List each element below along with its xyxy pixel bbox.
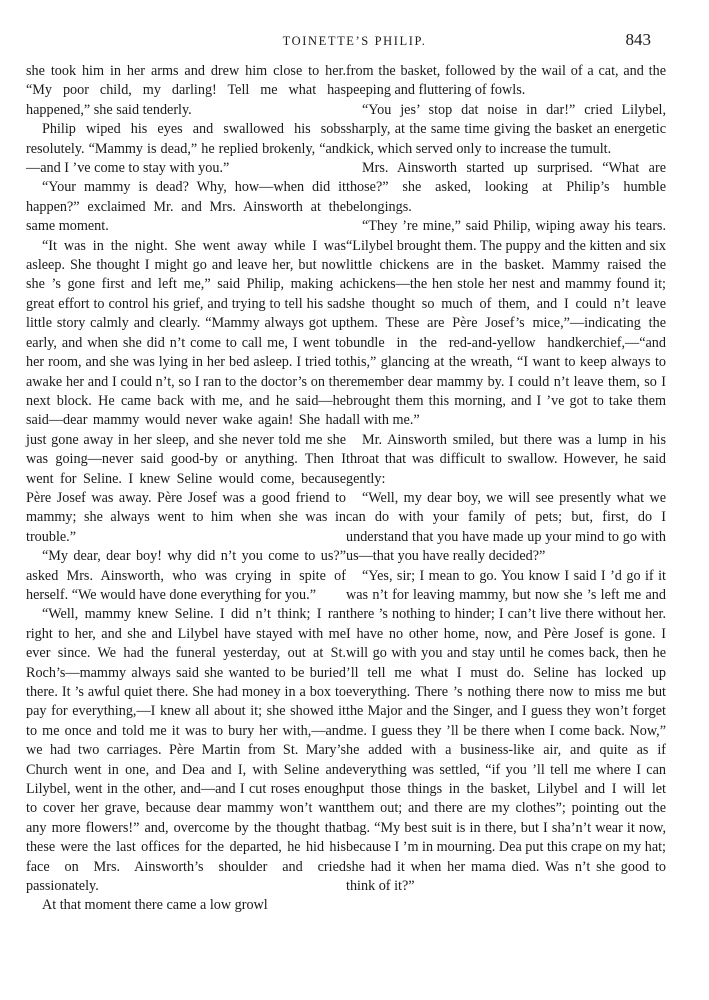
paragraph: Mrs. Ainsworth started up surprised. “What are those?” she asked, looking at Philip’s humble belongings. — [346, 160, 666, 215]
page-header — [0, 30, 709, 54]
paragraph: she took him in her arms and drew him close to her. “My poor child, my darling! Tell me what has happened,” she said tenderly. — [26, 63, 346, 118]
text-columns — [0, 62, 709, 962]
paragraph: “It was in the night. She went away while I was asleep. She thought I might go and leave her, but now she ’s gone first and left me,” said Philip, making a great effort to control his grief, and trying to tell his sad little story calmly and clearly. “Mammy always got up early, and when she did n’t come to call me, I went to her room, and she was lying in her bed asleep. I tried to awake her and I could n’t, so I ran to the doctor’s on the next block. He came back with me, and he said—he said—dear mammy would never wake again! She had just gone away in her sleep, and she never told me she was going—never said good-by or anything. Then I went for Seline. I knew Seline would come, because Père Josef was away. Père Josef was a good friend to mammy; she always went to him when she was in trouble.” — [26, 237, 346, 545]
paragraph: Mr. Ainsworth smiled, but there was a lump in his throat that was difficult to swallow. However, he said gently: — [346, 431, 666, 487]
paragraph: “Well, mammy knew Seline. I did n’t think; I ran right to her, and she and Lilybel have stayed with me ever since. We had the funeral yesterday, out at St. Roch’s—mammy always said she wanted to be buried there. It ’s awful quiet there. She had money in a box to pay for everything,—I knew all about it; she showed it to me once and told me it was to bury her with,—and we had two carriages. Père Martin from St. Mary’s Church went in one, and Dea and I, with Seline and Lilybel, went in the other, and—and I cut roses enough to cover her grave, because dear mammy won’t want any more flowers!” and, overcome by the thought that these were the last offices for the departed, he hid his face on Mrs. Ainsworth’s shoulder and cried passionately. — [26, 606, 346, 895]
paragraph: “Yes, sir; I mean to go. You know I said I ’d go if it was n’t for leaving mammy, but now she ’s left me and there ’s nothing to hinder; I can’t live there without her. I have no other home, now, and Père Josef is gone. I will go with you and stay until he comes back, then he ’ll tell me what I must do. Seline has locked up everything. There ’s nothing there now to miss me but the Major and the Singer, and I guess they won’t forget me. I guess they ’ll be there when I come back. Now,” he added with a business-like air, and quite as if everything was settled, “if you ’ll tell me where I can put those things in the basket, Lilybel and I will let them out; and there are my clothes”; pointing out the bag. “My best suit is in there, but I sha’n’t wear it now, because I ’m in mourning. Dea put this crape on my hat; she had it when her mama died. Was n’t she good to think of it?” — [346, 567, 666, 895]
paragraph: “You jes’ stop dat noise in dar!” cried Lilybel, sharply, at the same time giving the basket an energetic kick, which served only to increase the tumult. — [346, 101, 666, 157]
paragraph: from the basket, followed by the wail of a cat, and the peeping and fluttering of fowls. — [346, 63, 666, 99]
running-title: TOINETTE’S PHILIP. — [282, 34, 427, 48]
paragraph: “Well, my dear boy, we will see presently what we can do with your family of pets; but, first, do I understand that you have made up your mind to go with us—that you have really decided?” — [346, 489, 666, 565]
left-column — [26, 62, 346, 916]
paragraph: At that moment there came a low growl — [42, 897, 268, 914]
paragraph: “My dear, dear boy! why did n’t you come to us?” asked Mrs. Ainsworth, who was crying in spite of herself. “We would have done everything for you.” — [26, 548, 346, 603]
right-column — [346, 62, 666, 896]
paragraph: “Your mammy is dead? Why, how—when did it happen?” exclaimed Mr. and Mrs. Ainsworth at the same moment. — [26, 179, 346, 235]
paragraph: “They ’re mine,” said Philip, wiping away his tears. “Lilybel brought them. The puppy and the kitten and six little chickens are in the basket. Mammy raised the chickens—the hen stole her nest and mammy found it; she thought so much of them, and I could n’t leave them. These are Père Josef’s mice,”—indicating the bundle in the red-and-yellow handkerchief,—“and this,” glancing at the wreath, “I want to keep always to remember dear mammy by. I could n’t leave them, so I brought them this morning, and I ’ve got to take them all with me.” — [346, 218, 666, 429]
page-number: 843 — [625, 30, 651, 49]
paragraph: Philip wiped his eyes and swallowed his sobs resolutely. “Mammy is dead,” he replied brokenly, “and—and I ’ve come to stay with you.” — [26, 121, 346, 177]
